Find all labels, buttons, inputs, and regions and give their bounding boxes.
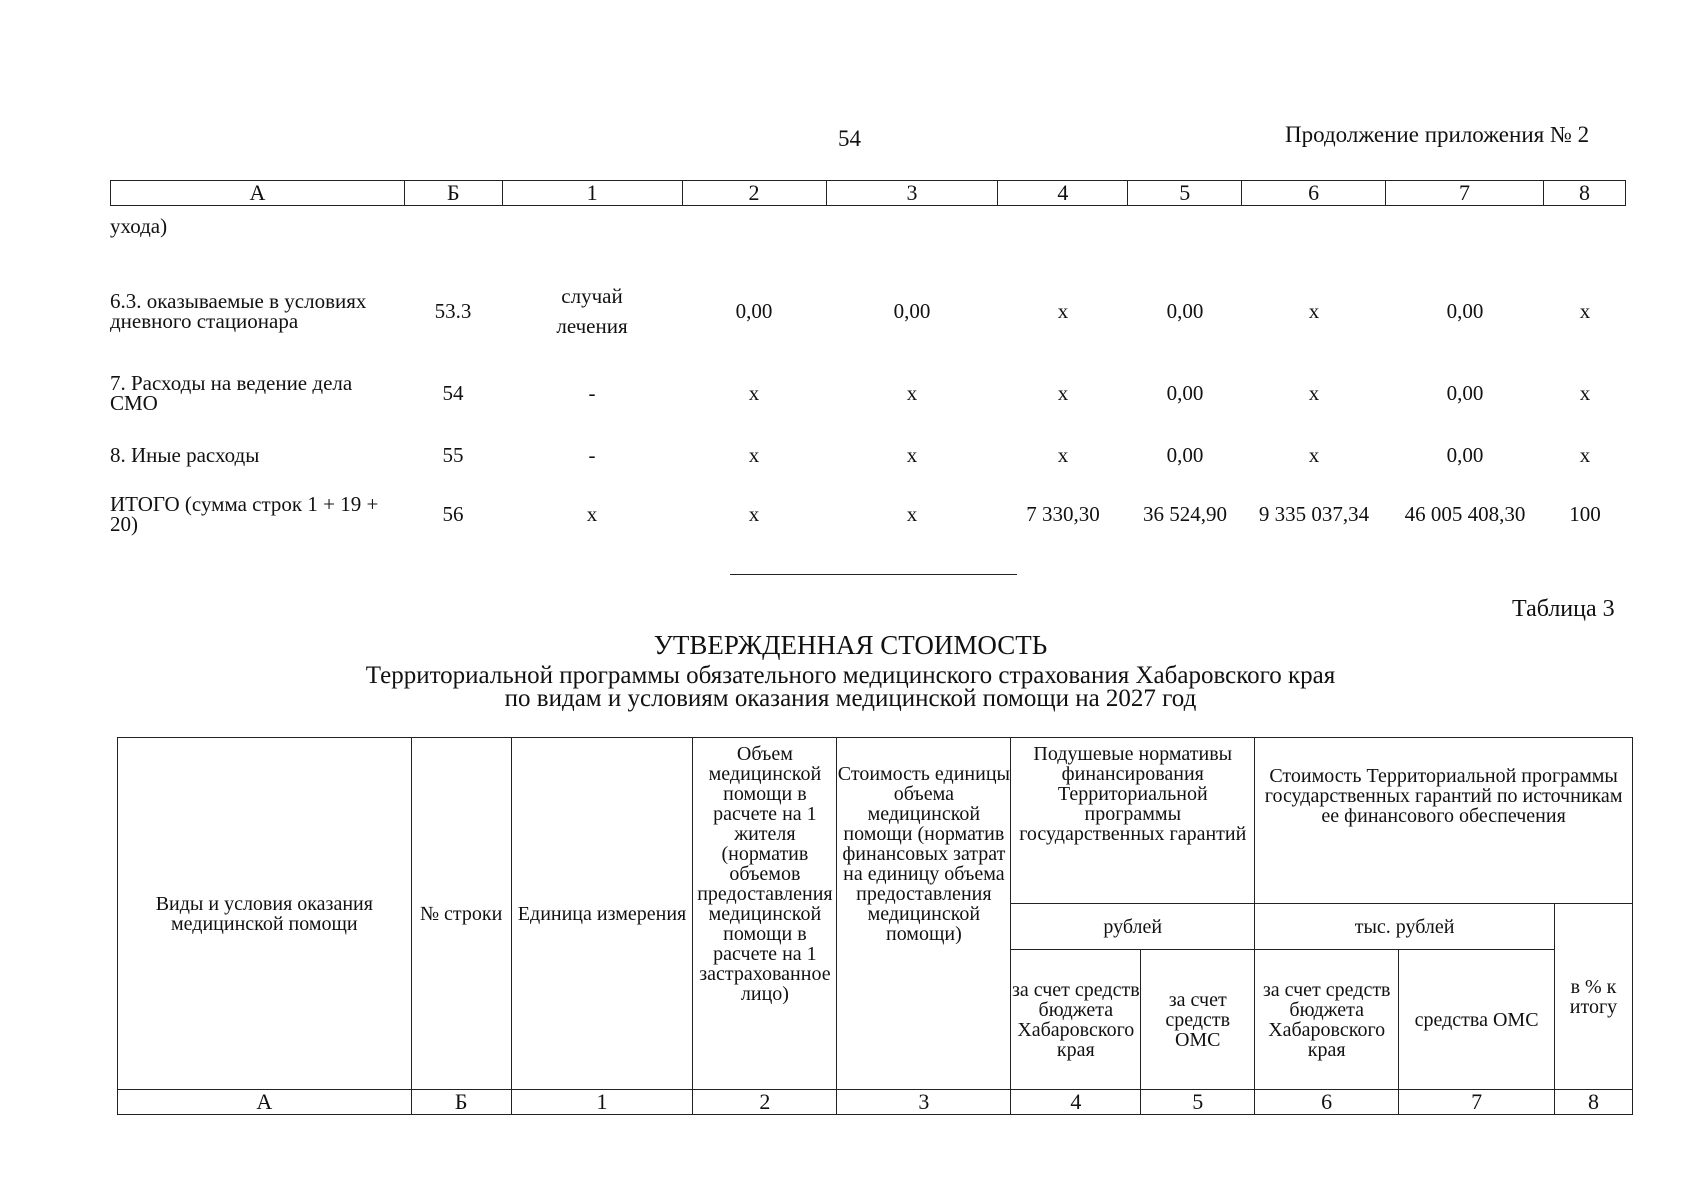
header-types: Виды и условия оказания медицинской помощи [118, 738, 412, 1090]
column-index-2: 2 [682, 181, 826, 206]
header-budget-region-2: за счет средств бюджета Хабаровского края [1255, 950, 1399, 1090]
table-row: 6.3. оказываемые в условиях дневного стационара 53.3 случай лечения 0,00 0,00 х 0,00 х 0,00 х [110, 284, 1591, 338]
table-title: УТВЕРЖДЕННАЯ СТОИМОСТЬ [653, 630, 1048, 660]
t3-index-5: 5 [1141, 1090, 1255, 1115]
header-cost-unit: Стоимость единицы объема медицинской помощи (норматив финансовых затрат на единицу объема предоставления медицинской помощи) [837, 738, 1011, 1090]
header-thousand-rubles: тыс. рублей [1255, 904, 1555, 950]
t3-index-a: А [118, 1090, 412, 1115]
column-index-1: 1 [502, 181, 682, 206]
column-index-a: А [111, 181, 405, 206]
column-index-b: Б [404, 181, 502, 206]
table-row: 7. Расходы на ведение дела СМО 54 - х х х 0,00 х 0,00 х [110, 371, 1591, 415]
header-program-cost: Стоимость Территориальной программы государственных гарантий по источникам ее финансового обеспечения [1255, 738, 1633, 904]
header-row-no: № строки [411, 738, 511, 1090]
header-per-capita: Подушевые нормативы финансирования Территориальной программы государственных гарантий [1011, 738, 1255, 904]
top-data-table [110, 216, 1626, 542]
section-divider [730, 574, 1017, 575]
column-index-8: 8 [1543, 181, 1625, 206]
column-index-7: 7 [1386, 181, 1544, 206]
t3-index-3: 3 [837, 1090, 1011, 1115]
t3-index-6: 6 [1255, 1090, 1399, 1115]
continuation-text: ухода) [110, 214, 168, 238]
appendix-note: Продолжение приложения № 2 [1285, 122, 1590, 147]
page-number: 54 [838, 126, 861, 151]
header-oms-funds: за счет средств ОМС [1141, 950, 1255, 1090]
header-unit: Единица измерения [511, 738, 693, 1090]
table3-header [117, 737, 1633, 1115]
header-budget-region: за счет средств бюджета Хабаровского края [1011, 950, 1141, 1090]
header-percent: в % к итогу [1555, 904, 1633, 1090]
column-index-4: 4 [998, 181, 1128, 206]
subtitle-line-1: Территориальной программы обязательного медицинского страхования Хабаровского края [365, 662, 1336, 689]
t3-index-2: 2 [693, 1090, 837, 1115]
header-volume: Объем медицинской помощи в расчете на 1 жителя (норматив объемов предоставления медицинской помощи в расчете на 1 застрахованное лицо) [693, 738, 837, 1090]
top-table-column-index [110, 180, 1626, 206]
column-index-3: 3 [826, 181, 998, 206]
header-oms: средства ОМС [1399, 950, 1555, 1090]
t3-index-b: Б [411, 1090, 511, 1115]
t3-index-7: 7 [1399, 1090, 1555, 1115]
column-index-6: 6 [1242, 181, 1386, 206]
header-rubles: рублей [1011, 904, 1255, 950]
table-row-total: ИТОГО (сумма строк 1 + 19 + 20) 56 х х х 7 330,30 36 524,90 9 335 037,34 46 005 408,30 100 [110, 492, 1601, 536]
table-row: 8. Иные расходы 55 - х х х 0,00 х 0,00 х [110, 443, 1591, 467]
subtitle-line-2: по видам и условиям оказания медицинской помощи на 2027 год [504, 685, 1197, 712]
table-subtitle [0, 664, 1701, 710]
t3-index-8: 8 [1555, 1090, 1633, 1115]
t3-index-1: 1 [511, 1090, 693, 1115]
t3-index-4: 4 [1011, 1090, 1141, 1115]
table-label: Таблица 3 [1512, 596, 1615, 622]
column-index-5: 5 [1128, 181, 1242, 206]
